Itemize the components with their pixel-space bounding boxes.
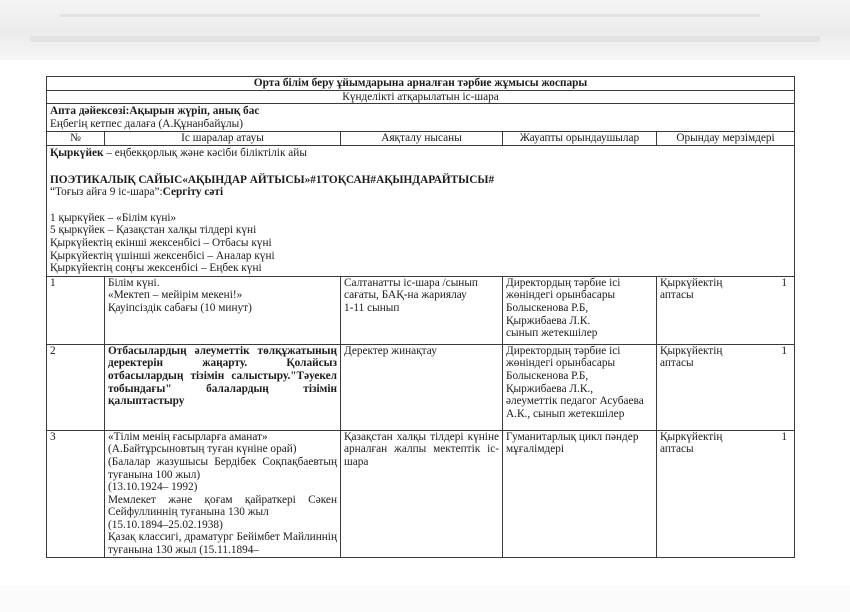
- deadline-text: Қыркүйектің аптасы: [660, 430, 723, 456]
- deadline-text: Қыркүйектің аптасы: [660, 344, 723, 370]
- month-theme: – еңбекқорлық және кәсіби біліктілік айы: [103, 146, 307, 159]
- month-section: [47, 145, 795, 276]
- scan-line: [60, 14, 760, 17]
- deadline-cell: [657, 430, 795, 557]
- event-name-cell: [105, 430, 341, 557]
- completion-form-cell: [341, 344, 503, 430]
- date-item: Қыркүйектің екінші жексенбісі – Отбасы күні: [50, 236, 272, 249]
- responsible-line: Қыржибаева Л.К.: [506, 314, 591, 327]
- row-number: 3: [47, 430, 105, 557]
- header-number: №: [47, 132, 105, 146]
- responsible-line: Директордың тәрбие ісі жөніндегі орынбасары: [506, 276, 621, 302]
- header-deadline: Орындау мерзімдері: [657, 132, 795, 146]
- responsible-line: Болыскенова Р.Б,: [506, 301, 589, 314]
- completion-form-cell: [341, 276, 503, 344]
- event-name-line: (15.10.1894–25.02.1938): [108, 518, 223, 531]
- responsible-line: Директордың тәрбие ісі жөніндегі орынбасары: [506, 344, 621, 370]
- header-responsible: Жауапты орындаушылар: [503, 132, 657, 146]
- responsible-line: сынып жетекшілер: [506, 327, 598, 340]
- completion-form-line: Деректер жинақтау: [344, 344, 437, 357]
- header-event-name: Іс шаралар атауы: [105, 132, 341, 146]
- header-completion-form: Аяқталу нысаны: [341, 132, 503, 146]
- deadline-cell: [657, 276, 795, 344]
- deadline-cell: [657, 344, 795, 430]
- date-item: Қыркүйектің соңғы жексенбісі – Еңбек күні: [50, 262, 262, 275]
- document-title: Орта білім беру ұйымдарына арналған тәрбие жұмысы жоспары: [47, 77, 795, 91]
- deadline-week-number: 1: [781, 276, 788, 289]
- responsible-cell: [503, 344, 657, 430]
- event-name-line: «Тілім менің ғасырларға аманат»: [108, 430, 268, 443]
- responsible-line: Гуманитарлық цикл пәндер мұғалімдері: [506, 430, 639, 456]
- completion-form-line: 1-11 сынып: [344, 301, 400, 314]
- event-name-line: (А.Байтұрсыновтың туған күніне орай): [108, 443, 297, 456]
- scan-line: [30, 36, 820, 42]
- row-number: 2: [47, 344, 105, 430]
- event-name-line: Отбасылардың әлеуметтік төлқұжатының деректерін жаңарту. Қолайсыз отбасылардың тізімін салыстыру."Тәуекел тобындағы" балалардың тізімін қалыптастыру: [108, 344, 337, 408]
- plan-document: [46, 76, 794, 558]
- responsible-cell: [503, 430, 657, 557]
- event-name-cell: [105, 344, 341, 430]
- row-number: 1: [47, 276, 105, 344]
- page-margin: [0, 585, 850, 612]
- event-name-line: Қауіпсіздік сабағы (10 минут): [108, 301, 252, 314]
- responsible-cell: [503, 276, 657, 344]
- campaign-activity: Сергіту сәті: [162, 186, 224, 199]
- campaign-label: “Тоғыз айға 9 іс-шара”:: [50, 186, 163, 199]
- event-name-line: Қазақ классигі, драматург Бейімбет Майлиннің туғанына 130 жыл (15.11.1894–: [108, 531, 337, 557]
- event-name-cell: [105, 276, 341, 344]
- plan-table: [46, 76, 795, 558]
- deadline-week-number: 1: [781, 430, 788, 443]
- responsible-line: Қыржибаева Л.К.,: [506, 382, 594, 395]
- deadline-text: Қыркүйектің аптасы: [660, 276, 723, 302]
- completion-form-cell: [341, 430, 503, 557]
- date-item: 5 қыркүйек – Қазақстан халқы тілдері күні: [50, 224, 257, 237]
- week-saying: Апта дәйексөзі:Ақырын жүріп, анық бас: [50, 105, 260, 118]
- completion-form-line: Салтанатты іс-шара /сынып сағаты, БАҚ-на жариялау: [344, 276, 478, 302]
- table-row: [47, 344, 795, 430]
- table-row: [47, 430, 795, 557]
- event-name-line: (13.10.1924– 1992): [108, 481, 198, 494]
- document-subtitle: Күнделікті атқарылатын іс-шара: [47, 90, 795, 104]
- scan-artifact: [0, 0, 850, 60]
- campaign-title: ПОЭТИКАЛЫҚ САЙЫС«АҚЫНДАР АЙТЫСЫ»#1ТОҚСАН#АҚЫНДАРАЙТЫСЫ#: [50, 173, 495, 186]
- table-row: [47, 276, 795, 344]
- event-name-line: Мемлекет және қоғам қайраткері Сәкен Сейфуллиннің туғанына 130 жыл: [108, 493, 337, 519]
- month-name: Қыркүйек: [50, 146, 104, 159]
- week-saying-cell: [47, 104, 795, 132]
- week-quote: Еңбегің кетпес далаға (А.Құнанбайұлы): [50, 117, 244, 130]
- responsible-line: Болыскенова Р.Б,: [506, 369, 589, 382]
- deadline-week-number: 1: [781, 344, 788, 357]
- date-item: Қыркүйектің үшінші жексенбісі – Аналар күні: [50, 249, 275, 262]
- event-name-line: (Балалар жазушысы Бердібек Соқпақбаевтың туғанына 100 жыл): [108, 455, 337, 481]
- date-item: 1 қыркүйек – «Білім күні»: [50, 211, 177, 224]
- event-name-line: «Мектеп – мейірім мекені!»: [108, 289, 243, 302]
- campaign-line: [50, 186, 791, 199]
- responsible-line: әлеуметтік педагог Асубаева А.К., сынып жетекшілер: [506, 395, 644, 420]
- month-line: [50, 147, 791, 160]
- completion-form-line: Қазақстан халқы тілдері күніне арналған жалпы мектептік іс-шара: [344, 430, 499, 468]
- event-name-line: Білім күні.: [108, 276, 160, 289]
